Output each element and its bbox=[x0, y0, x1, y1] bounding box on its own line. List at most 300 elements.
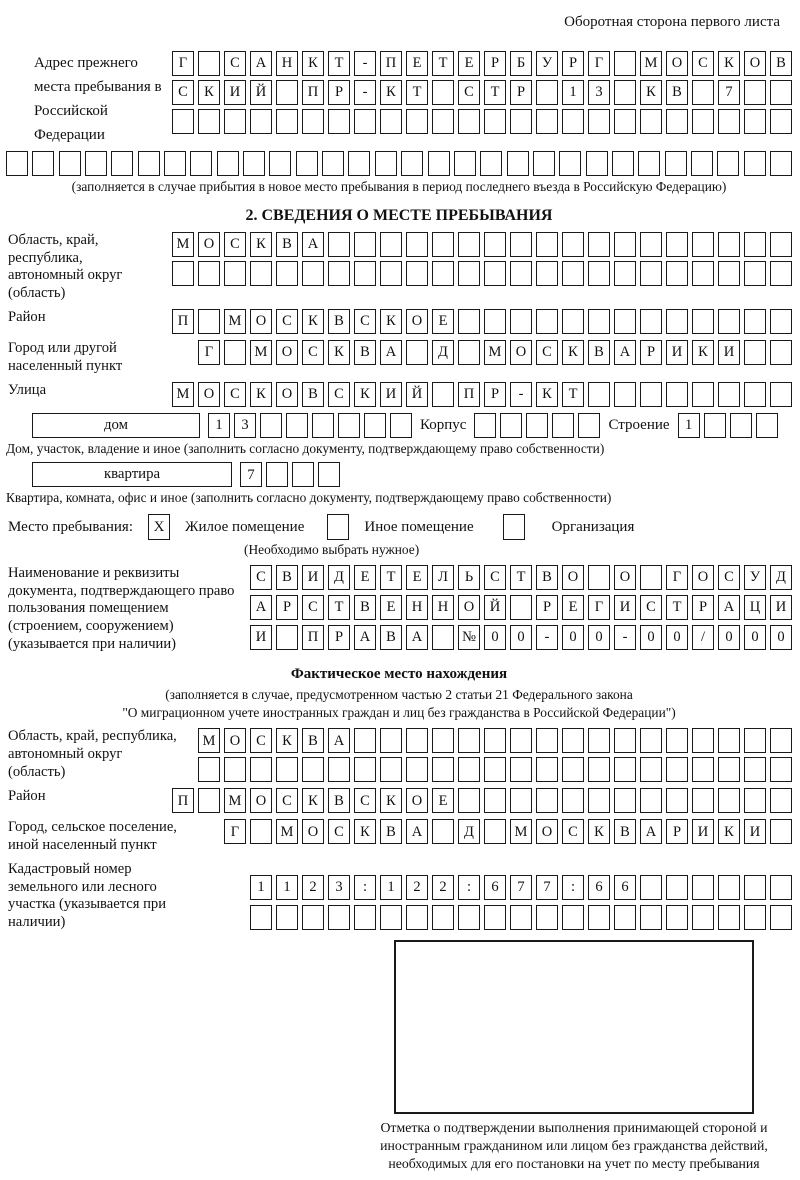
char-box: В bbox=[380, 625, 402, 650]
char-box bbox=[718, 109, 740, 134]
char-box bbox=[354, 109, 376, 134]
char-box: Р bbox=[484, 382, 506, 407]
char-box bbox=[250, 261, 272, 286]
char-box: О bbox=[562, 565, 584, 590]
char-box bbox=[380, 109, 402, 134]
char-box bbox=[614, 232, 636, 257]
char-box: А bbox=[614, 340, 636, 365]
char-box bbox=[458, 728, 480, 753]
char-box: С bbox=[224, 382, 246, 407]
char-box: В bbox=[328, 788, 350, 813]
char-box: Е bbox=[380, 595, 402, 620]
stroenie-boxes bbox=[678, 413, 778, 438]
char-box: И bbox=[614, 595, 636, 620]
char-box: М bbox=[198, 728, 220, 753]
char-box bbox=[276, 109, 298, 134]
char-box bbox=[770, 905, 792, 930]
char-box: - bbox=[354, 80, 376, 105]
char-box bbox=[484, 788, 506, 813]
char-box: О bbox=[198, 232, 220, 257]
char-box: Н bbox=[432, 595, 454, 620]
actual-location-note2: "О миграционном учете иностранных граждан и лиц без гражданства в Российской Федерации") bbox=[122, 704, 676, 720]
char-box: Е bbox=[354, 565, 376, 590]
char-box bbox=[198, 309, 220, 334]
char-box bbox=[640, 309, 662, 334]
char-box: Ц bbox=[744, 595, 766, 620]
char-box: К bbox=[380, 80, 402, 105]
char-box: М bbox=[484, 340, 506, 365]
char-box: 7 bbox=[718, 80, 740, 105]
char-box bbox=[510, 728, 532, 753]
char-box bbox=[510, 109, 532, 134]
page-header: Оборотная сторона первого листа bbox=[564, 14, 780, 30]
char-box: С bbox=[224, 232, 246, 257]
char-box bbox=[198, 757, 220, 782]
char-box bbox=[744, 340, 766, 365]
char-box bbox=[666, 728, 688, 753]
char-box bbox=[718, 728, 740, 753]
char-box bbox=[614, 788, 636, 813]
char-box: 2 bbox=[406, 875, 428, 900]
char-box: Е bbox=[432, 309, 454, 334]
organization-label: Организация bbox=[551, 518, 635, 535]
char-box bbox=[32, 151, 54, 176]
char-box bbox=[406, 905, 428, 930]
char-box bbox=[744, 151, 766, 176]
char-box: Т bbox=[380, 565, 402, 590]
char-box: К bbox=[536, 382, 558, 407]
char-box bbox=[536, 728, 558, 753]
char-box: С bbox=[276, 788, 298, 813]
char-box bbox=[770, 819, 792, 844]
char-box bbox=[432, 819, 454, 844]
apartment-type-box bbox=[32, 462, 232, 487]
char-box: В bbox=[302, 728, 324, 753]
char-box bbox=[692, 261, 714, 286]
char-box: О bbox=[406, 309, 428, 334]
cadastre-label: Кадастровый номер земельного или лесного участка (указывается при наличии) bbox=[8, 860, 167, 931]
char-box: В bbox=[770, 51, 792, 76]
char-box bbox=[276, 625, 298, 650]
other-premises-checkbox bbox=[327, 514, 349, 540]
actual-region-label: Область, край, республика, автономный округ (область) bbox=[8, 728, 177, 780]
actual-region-boxes bbox=[198, 728, 792, 782]
char-box: Е bbox=[432, 788, 454, 813]
char-box bbox=[562, 232, 584, 257]
char-box bbox=[562, 757, 584, 782]
char-box bbox=[322, 151, 344, 176]
char-box: Д bbox=[432, 340, 454, 365]
char-box bbox=[354, 757, 376, 782]
char-box bbox=[484, 819, 506, 844]
char-box: И bbox=[666, 340, 688, 365]
char-box: К bbox=[718, 51, 740, 76]
char-box bbox=[458, 261, 480, 286]
confirmation-mark-box bbox=[394, 940, 754, 1114]
char-box bbox=[269, 151, 291, 176]
char-box bbox=[666, 788, 688, 813]
char-box: 1 bbox=[678, 413, 700, 438]
actual-location-title: Фактическое место нахождения bbox=[290, 665, 508, 682]
char-box: Г bbox=[172, 51, 194, 76]
char-box: Е bbox=[458, 51, 480, 76]
char-box: Й bbox=[250, 80, 272, 105]
city-boxes bbox=[198, 340, 792, 365]
char-box: С bbox=[250, 728, 272, 753]
actual-district-field bbox=[6, 788, 792, 813]
actual-city-field bbox=[6, 819, 792, 855]
char-box: С bbox=[562, 819, 584, 844]
char-box bbox=[406, 728, 428, 753]
char-box bbox=[614, 757, 636, 782]
char-box bbox=[484, 905, 506, 930]
char-box bbox=[458, 788, 480, 813]
char-box bbox=[172, 261, 194, 286]
residential-label: Жилое помещение bbox=[185, 518, 305, 535]
char-box: 6 bbox=[614, 875, 636, 900]
char-box bbox=[692, 875, 714, 900]
char-box bbox=[744, 757, 766, 782]
char-box bbox=[718, 905, 740, 930]
house-row bbox=[6, 413, 792, 438]
char-box bbox=[484, 261, 506, 286]
char-box bbox=[432, 232, 454, 257]
char-box bbox=[198, 261, 220, 286]
char-box bbox=[510, 905, 532, 930]
char-box: 3 bbox=[234, 413, 256, 438]
actual-location-note1: (заполняется в случае, предусмотренном частью 2 статьи 21 Федерального закона bbox=[165, 686, 633, 702]
char-box bbox=[562, 905, 584, 930]
char-box: Р bbox=[536, 595, 558, 620]
char-box: № bbox=[458, 625, 480, 650]
char-box bbox=[338, 413, 360, 438]
char-box bbox=[536, 905, 558, 930]
char-box bbox=[198, 109, 220, 134]
char-box: О bbox=[276, 382, 298, 407]
char-box: И bbox=[744, 819, 766, 844]
char-box: 6 bbox=[484, 875, 506, 900]
char-box: 7 bbox=[536, 875, 558, 900]
prev-address-boxes bbox=[172, 51, 792, 134]
char-box bbox=[588, 232, 610, 257]
char-box: В bbox=[666, 80, 688, 105]
char-box bbox=[562, 261, 584, 286]
char-box: : bbox=[562, 875, 584, 900]
char-box bbox=[536, 309, 558, 334]
char-box bbox=[328, 905, 350, 930]
char-box bbox=[692, 905, 714, 930]
char-box bbox=[6, 151, 28, 176]
char-box: В bbox=[536, 565, 558, 590]
char-box: Г bbox=[666, 565, 688, 590]
char-box: А bbox=[250, 51, 272, 76]
char-box: Ь bbox=[458, 565, 480, 590]
char-box bbox=[302, 261, 324, 286]
char-box: К bbox=[302, 788, 324, 813]
char-box: И bbox=[380, 382, 402, 407]
char-box bbox=[666, 109, 688, 134]
char-box-row bbox=[250, 625, 792, 650]
char-box bbox=[224, 757, 246, 782]
char-box: В bbox=[276, 565, 298, 590]
char-box: К bbox=[354, 819, 376, 844]
char-box bbox=[612, 151, 634, 176]
char-box-row bbox=[250, 905, 792, 930]
char-box bbox=[640, 875, 662, 900]
actual-city-label: Город, сельское поселение, иной населенный пункт bbox=[8, 819, 177, 854]
char-box: О bbox=[302, 819, 324, 844]
char-box bbox=[138, 151, 160, 176]
char-box bbox=[552, 413, 574, 438]
char-box: 1 bbox=[208, 413, 230, 438]
char-box: К bbox=[692, 340, 714, 365]
char-box: Р bbox=[276, 595, 298, 620]
char-box: А bbox=[302, 232, 324, 257]
char-box: О bbox=[276, 340, 298, 365]
char-box: Т bbox=[562, 382, 584, 407]
char-box bbox=[588, 788, 610, 813]
char-box: М bbox=[640, 51, 662, 76]
char-box: В bbox=[380, 819, 402, 844]
char-box: С bbox=[276, 309, 298, 334]
char-box bbox=[770, 80, 792, 105]
char-box bbox=[614, 728, 636, 753]
char-box bbox=[536, 757, 558, 782]
char-box: И bbox=[224, 80, 246, 105]
char-box: Т bbox=[328, 595, 350, 620]
char-box: Й bbox=[484, 595, 506, 620]
char-box bbox=[526, 413, 548, 438]
char-box: В bbox=[614, 819, 636, 844]
char-box bbox=[666, 261, 688, 286]
char-box: К bbox=[198, 80, 220, 105]
char-box bbox=[484, 232, 506, 257]
char-box: П bbox=[172, 309, 194, 334]
char-box-row bbox=[250, 595, 792, 620]
korpus-label: Корпус bbox=[420, 416, 467, 433]
char-box bbox=[536, 788, 558, 813]
char-box: Р bbox=[510, 80, 532, 105]
char-box bbox=[380, 261, 402, 286]
document-boxes bbox=[250, 565, 792, 650]
char-box: 0 bbox=[562, 625, 584, 650]
char-box bbox=[640, 232, 662, 257]
char-box bbox=[432, 109, 454, 134]
char-box bbox=[588, 309, 610, 334]
char-box bbox=[380, 757, 402, 782]
char-box bbox=[718, 261, 740, 286]
char-box bbox=[484, 757, 506, 782]
region-field bbox=[6, 232, 792, 303]
char-box bbox=[507, 151, 529, 176]
street-field bbox=[6, 382, 792, 407]
char-box bbox=[744, 109, 766, 134]
char-box: 1 bbox=[276, 875, 298, 900]
prev-address-field bbox=[6, 51, 792, 147]
char-box bbox=[640, 905, 662, 930]
char-box: У bbox=[536, 51, 558, 76]
prev-address-note: (заполняется в случае прибытия в новое место пребывания в период последнего въезда в Российскую Федерацию) bbox=[71, 179, 727, 194]
char-box bbox=[718, 309, 740, 334]
char-box bbox=[744, 728, 766, 753]
char-box: И bbox=[692, 819, 714, 844]
char-box bbox=[770, 261, 792, 286]
char-box bbox=[354, 232, 376, 257]
char-box bbox=[224, 340, 246, 365]
stay-type-label: Место пребывания: bbox=[8, 518, 133, 535]
char-box bbox=[401, 151, 423, 176]
char-box bbox=[640, 728, 662, 753]
organization-checkbox bbox=[503, 514, 525, 540]
char-box bbox=[744, 309, 766, 334]
char-box: С bbox=[718, 565, 740, 590]
district-boxes bbox=[172, 309, 792, 334]
char-box-row bbox=[172, 232, 792, 257]
house-note: Дом, участок, владение и иное (заполнить согласно документу, подтверждающему право собственности) bbox=[6, 440, 605, 456]
char-box bbox=[692, 109, 714, 134]
char-box bbox=[510, 309, 532, 334]
char-box: 2 bbox=[302, 875, 324, 900]
char-box bbox=[640, 757, 662, 782]
char-box: Б bbox=[510, 51, 532, 76]
char-box: Т bbox=[510, 565, 532, 590]
char-box: 1 bbox=[380, 875, 402, 900]
char-box: 1 bbox=[250, 875, 272, 900]
char-box-row bbox=[172, 51, 792, 76]
char-box bbox=[302, 905, 324, 930]
char-box: Н bbox=[276, 51, 298, 76]
char-box: М bbox=[172, 232, 194, 257]
char-box: К bbox=[302, 51, 324, 76]
char-box bbox=[692, 728, 714, 753]
char-box: С bbox=[224, 51, 246, 76]
char-box: 3 bbox=[588, 80, 610, 105]
char-box: 0 bbox=[510, 625, 532, 650]
char-box bbox=[770, 232, 792, 257]
char-box bbox=[406, 757, 428, 782]
char-box bbox=[666, 875, 688, 900]
char-box bbox=[380, 232, 402, 257]
char-box: М bbox=[276, 819, 298, 844]
stay-type-field bbox=[6, 514, 792, 540]
char-box: Р bbox=[640, 340, 662, 365]
region-boxes bbox=[172, 232, 792, 286]
char-box: К bbox=[588, 819, 610, 844]
char-box bbox=[480, 151, 502, 176]
char-box-row bbox=[250, 565, 792, 590]
char-box: К bbox=[276, 728, 298, 753]
char-box: В bbox=[328, 309, 350, 334]
char-box bbox=[260, 413, 282, 438]
char-box bbox=[380, 905, 402, 930]
char-box bbox=[770, 309, 792, 334]
char-box: К bbox=[250, 382, 272, 407]
char-box bbox=[640, 261, 662, 286]
char-box bbox=[640, 109, 662, 134]
char-box: К bbox=[328, 340, 350, 365]
confirmation-caption: Отметка о подтверждении выполнения принимающей стороной и иностранным гражданином или лицом без гражданства действий, необходимых для его постановки на учет по месту пребывания bbox=[380, 1120, 768, 1172]
char-box: С bbox=[172, 80, 194, 105]
char-box: Й bbox=[406, 382, 428, 407]
char-box-row bbox=[172, 80, 792, 105]
char-box: О bbox=[458, 595, 480, 620]
char-box bbox=[328, 109, 350, 134]
char-box: 0 bbox=[770, 625, 792, 650]
char-box: Т bbox=[484, 80, 506, 105]
char-box: П bbox=[302, 80, 324, 105]
char-box bbox=[562, 728, 584, 753]
char-box bbox=[484, 309, 506, 334]
char-box bbox=[432, 757, 454, 782]
char-box bbox=[510, 261, 532, 286]
char-box bbox=[614, 309, 636, 334]
char-box bbox=[704, 413, 726, 438]
char-box: А bbox=[250, 595, 272, 620]
char-box: 6 bbox=[588, 875, 610, 900]
district-label: Район bbox=[8, 308, 46, 325]
char-box: Г bbox=[588, 51, 610, 76]
street-boxes bbox=[172, 382, 792, 407]
char-box bbox=[691, 151, 713, 176]
char-box: А bbox=[328, 728, 350, 753]
char-box bbox=[744, 875, 766, 900]
section2-title: 2. СВЕДЕНИЯ О МЕСТЕ ПРЕБЫВАНИЯ bbox=[245, 206, 553, 224]
char-box: П bbox=[458, 382, 480, 407]
char-box bbox=[692, 309, 714, 334]
actual-city-boxes bbox=[224, 819, 792, 844]
char-box: - bbox=[510, 382, 532, 407]
char-box bbox=[586, 151, 608, 176]
prev-address-extra-row bbox=[6, 151, 792, 176]
char-box bbox=[380, 728, 402, 753]
street-label: Улица bbox=[8, 381, 47, 398]
char-box: П bbox=[302, 625, 324, 650]
char-box bbox=[744, 80, 766, 105]
char-box: В bbox=[354, 595, 376, 620]
char-box bbox=[614, 109, 636, 134]
char-box: С bbox=[484, 565, 506, 590]
char-box: Р bbox=[666, 819, 688, 844]
char-box bbox=[390, 413, 412, 438]
char-box: О bbox=[666, 51, 688, 76]
char-box: 1 bbox=[562, 80, 584, 105]
char-box bbox=[224, 109, 246, 134]
char-box: Л bbox=[432, 565, 454, 590]
char-box: О bbox=[692, 565, 714, 590]
char-box bbox=[562, 309, 584, 334]
char-box bbox=[484, 728, 506, 753]
document-label: Наименование и реквизиты документа, подтверждающего право пользования помещением (строением, сооружением) (указывается при наличии) bbox=[8, 564, 235, 652]
char-box: 7 bbox=[510, 875, 532, 900]
apartment-type-label: квартира bbox=[103, 466, 161, 483]
char-box: Н bbox=[406, 595, 428, 620]
char-box bbox=[428, 151, 450, 176]
char-box bbox=[536, 109, 558, 134]
char-box bbox=[250, 819, 272, 844]
char-box: О bbox=[510, 340, 532, 365]
residential-checkbox: X bbox=[148, 514, 170, 540]
char-box bbox=[474, 413, 496, 438]
char-box bbox=[500, 413, 522, 438]
city-label: Город или другой населенный пункт bbox=[8, 339, 123, 374]
char-box bbox=[172, 109, 194, 134]
char-box: Р bbox=[328, 625, 350, 650]
char-box: М bbox=[510, 819, 532, 844]
char-box bbox=[588, 565, 610, 590]
char-box-row bbox=[250, 875, 792, 900]
char-box: М bbox=[224, 788, 246, 813]
document-field bbox=[6, 565, 792, 654]
